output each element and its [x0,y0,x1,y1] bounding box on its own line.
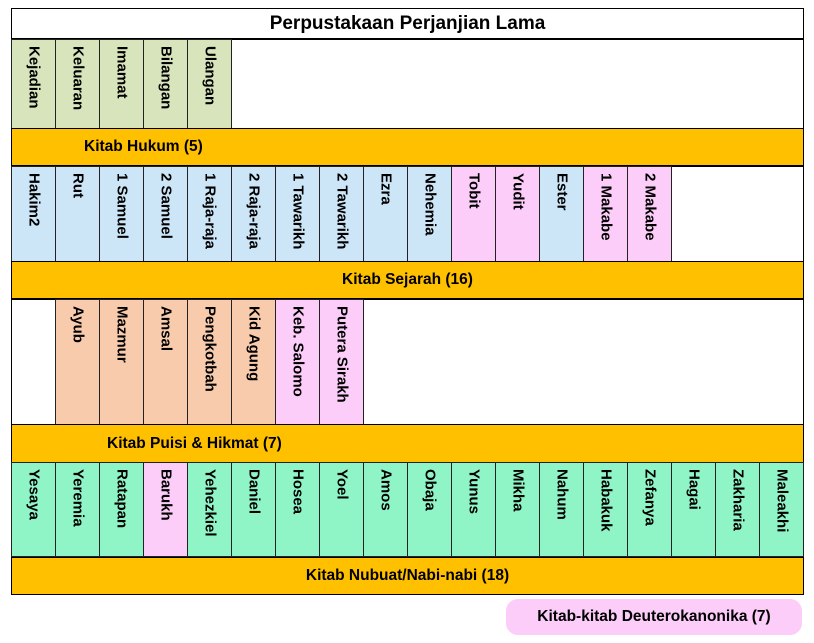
book-name: Ayub [69,306,86,343]
book-name: Yoel [333,469,350,500]
book-cell [319,166,364,262]
book-cell [143,299,188,425]
book-name: Habakuk [597,469,614,532]
book-cell [627,462,672,557]
book-cell [231,462,276,557]
book-cell [363,166,408,262]
book-name: Zefanya [641,469,658,526]
book-name: Kid Agung [245,306,262,382]
book-name: Pengkotbah [201,306,218,392]
book-cell [319,299,364,425]
book-cell [99,166,144,262]
book-cell [671,462,716,557]
book-name: Keluaran [69,46,86,111]
book-cell [99,462,144,557]
book-cell [187,462,232,557]
section-band: Kitab Nubuat/Nabi-nabi (18) [11,557,804,595]
section-band: Kitab Puisi & Hikmat (7) [11,424,804,463]
book-name: Nehemia [421,173,438,236]
book-cell [495,462,540,557]
book-cell [143,39,188,129]
section-band: Kitab Hukum (5) [11,128,804,166]
book-name: Yeremia [69,469,86,527]
book-cell [275,299,320,425]
legend-deuterokanonika: Kitab-kitab Deuterokanonika (7) [506,599,802,635]
book-cell [363,462,408,557]
book-name: Keb. Salomo [289,306,306,397]
book-name: Imamat [113,46,130,99]
book-name: 2 Raja-raja [245,173,262,249]
book-name: Rut [69,173,86,198]
book-cell [231,299,276,425]
book-cell [495,166,540,262]
book-cell [55,39,100,129]
book-cell [11,39,56,129]
book-cell [451,166,496,262]
book-name: Yehezkiel [201,469,218,537]
book-name: Mazmur [113,306,130,363]
book-cell [539,166,584,262]
book-cell [275,166,320,262]
book-name: Yudit [509,173,526,210]
book-name: Zakharia [729,469,746,531]
book-cell [187,299,232,425]
book-name: Hagai [685,469,702,510]
book-cell [187,166,232,262]
book-name: Ulangan [201,46,218,106]
book-cell [627,166,672,262]
book-name: 1 Raja-raja [201,173,218,249]
book-name: Nahum [553,469,570,520]
book-cell [539,462,584,557]
book-name: Maleakhi [773,469,790,533]
book-cell [99,299,144,425]
book-cell [55,462,100,557]
book-name: 2 Makabe [641,173,658,241]
section-band: Kitab Sejarah (16) [11,261,804,299]
book-cell [11,462,56,557]
book-name: Barukh [157,469,174,521]
book-cell [715,462,760,557]
book-name: 2 Tawarikh [333,173,350,250]
book-cell [231,166,276,262]
book-cell [11,166,56,262]
book-cell [143,462,188,557]
book-name: Amsal [157,306,174,352]
book-name: Mikha [509,469,526,512]
book-name: Yesaya [25,469,42,520]
book-name: Ratapan [113,469,130,529]
book-name: Obaja [421,469,438,511]
book-cell [99,39,144,129]
book-cell [143,166,188,262]
book-cell [407,166,452,262]
book-cell [583,462,628,557]
book-name: Amos [377,469,394,511]
book-name: Kejadian [25,46,42,109]
book-cell [583,166,628,262]
book-cell [275,462,320,557]
book-name: Tobit [465,173,482,209]
book-cell [451,462,496,557]
book-cell [319,462,364,557]
book-name: Putera Sirakh [333,306,350,403]
book-name: 2 Samuel [157,173,174,239]
book-name: Ezra [377,173,394,205]
book-name: 1 Samuel [113,173,130,239]
book-name: Hakim2 [25,173,42,227]
book-cell [187,39,232,129]
book-name: Bilangan [157,46,174,110]
book-name: Yunus [465,469,482,515]
book-name: Ester [553,173,570,211]
book-cell [55,166,100,262]
book-name: 1 Makabe [597,173,614,241]
diagram-title: Perpustakaan Perjanjian Lama [11,8,804,39]
book-cell [759,462,804,557]
book-name: Hosea [289,469,306,515]
book-cell [55,299,100,425]
book-name: 1 Tawarikh [289,173,306,250]
book-cell [407,462,452,557]
book-name: Daniel [245,469,262,515]
